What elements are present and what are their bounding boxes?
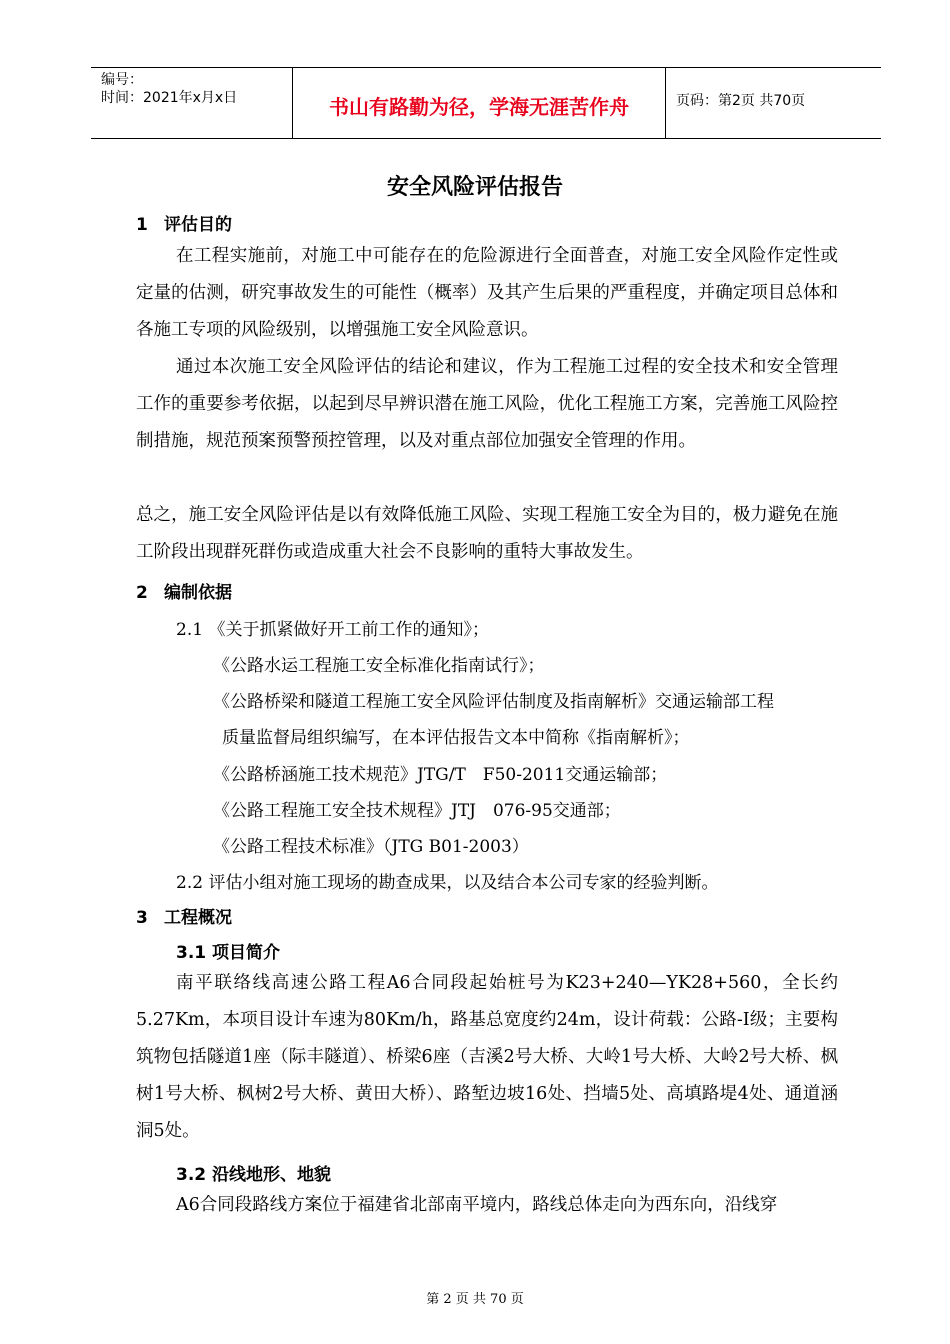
reference-item: 2.2 评估小组对施工现场的勘查成果，以及结合本公司专家的经验判断。 [176,873,719,893]
header-motto-cell [293,68,666,138]
reference-item-continuation: 质量监督局组织编写，在本评估报告文本中简称《指南解析》； [222,728,690,748]
page-footer: 第 2 页 共 70 页 [426,1292,524,1307]
reference-item: 《公路工程施工安全技术规程》JTJ 076-95交通部； [213,801,621,821]
document-number-label: 编号： [101,72,143,88]
document-title: 安全风险评估报告 [386,175,563,200]
subsection-3-2-heading: 3.2 沿线地形、地貌 [176,1165,332,1185]
reference-item: 《公路桥梁和隧道工程施工安全风险评估制度及指南解析》交通运输部工程 [213,692,774,712]
reference-item: 《公路工程技术标准》（JTG B01-2003） [213,837,529,857]
section-1-heading [136,210,232,235]
section-2-heading [136,578,232,603]
section-title: 编制依据 [164,583,232,603]
page-header [91,67,881,139]
section-number: 2 [136,583,148,603]
section-3-1-paragraph: 南平联络线高速公路工程A6合同段起始桩号为K23+240—YK28+560，全长约5.27Km，本项目设计车速为80Km/h，路基总宽度约24m，设计荷载：公路-I级；主要构筑物包括隧道1座（际丰隧道）、桥梁6座（吉溪2号大桥、大岭1号大桥、大岭2号大桥、枫树1号大桥、枫树2号大桥、黄田大桥）、路堑边坡16处、挡墙5处、高填路堤4处、通道涵洞5处。 [136,973,838,1141]
section-number: 1 [136,215,148,235]
document-time-label: 时间：2021年x月x日 [101,90,238,106]
section-title: 评估目的 [164,215,232,235]
reference-item: 《公路桥涵施工技术规范》JTG/T F50-2011交通运输部； [213,765,668,785]
header-page-number: 页码：第2页 共70页 [676,93,806,109]
header-motto: 书山有路勤为径，学海无涯苦作舟 [329,95,629,119]
section-number: 3 [136,908,148,928]
section-1-paragraph-2: 通过本次施工安全风险评估的结论和建议，作为工程施工过程的安全技术和安全管理工作的重要参考依据，以起到尽早辨识潜在施工风险，优化工程施工方案，完善施工风险控制措施，规范预案预警预控管理，以及对重点部位加强安全管理的作用。 [136,357,838,451]
reference-item: 2.1 《关于抓紧做好开工前工作的通知》； [176,620,489,640]
reference-item: 《公路水运工程施工安全标准化指南试行》； [213,656,545,676]
header-meta-cell [91,68,293,138]
section-1-paragraph-1: 在工程实施前，对施工中可能存在的危险源进行全面普查，对施工安全风险作定性或定量的估测，研究事故发生的可能性（概率）及其产生后果的严重程度，并确定项目总体和各施工专项的风险级别，以增强施工安全风险意识。 [136,246,838,340]
header-page-cell [666,68,881,138]
subsection-3-1-heading: 3.1 项目简介 [176,943,281,963]
section-1-paragraph-3: 总之，施工安全风险评估是以有效降低施工风险、实现工程施工安全为目的，极力避免在施工阶段出现群死群伤或造成重大社会不良影响的重特大事故发生。 [136,505,838,562]
section-3-heading [136,903,232,928]
section-title: 工程概况 [164,908,232,928]
section-3-2-paragraph: A6合同段路线方案位于福建省北部南平境内，路线总体走向为西东向，沿线穿 [176,1195,778,1215]
